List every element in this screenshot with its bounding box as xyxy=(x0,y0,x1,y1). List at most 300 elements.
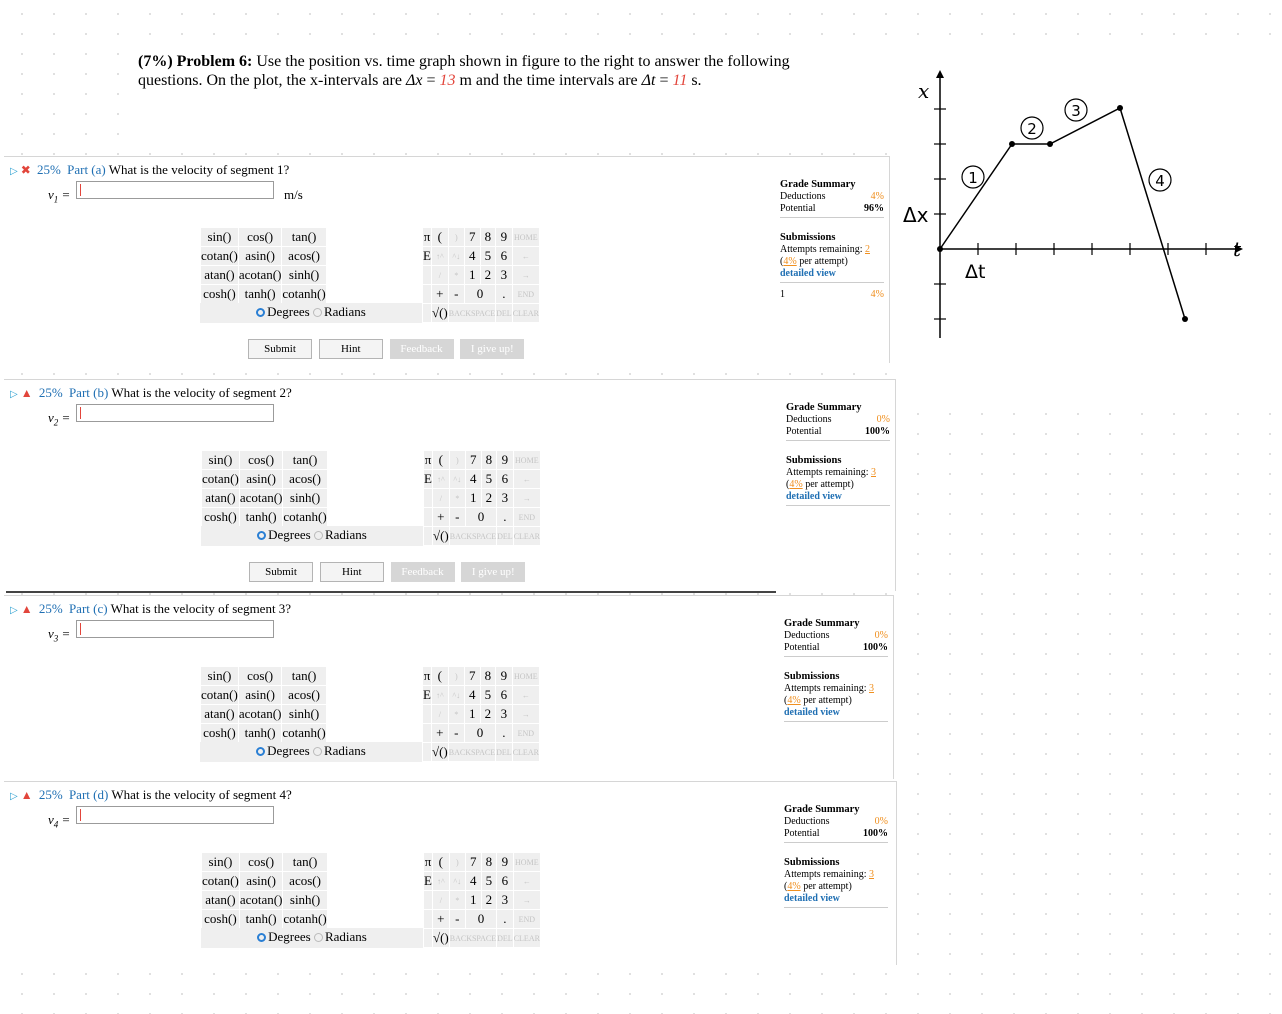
key-del[interactable]: DEL xyxy=(497,527,514,546)
position-time-figure xyxy=(890,46,1278,401)
key-right[interactable]: → xyxy=(513,891,540,910)
key-up[interactable]: ↑^ xyxy=(431,247,448,266)
key-clear[interactable]: CLEAR xyxy=(513,929,540,948)
key-3[interactable]: 3 xyxy=(497,891,514,910)
key-rparen[interactable]: ) xyxy=(448,228,464,247)
grade-summary-title: Grade Summary xyxy=(786,402,862,413)
key-backspace[interactable]: BACKSPACE xyxy=(448,304,495,323)
part-b-answer-input[interactable] xyxy=(76,404,274,422)
per-attempt-pct: 4% xyxy=(783,256,797,267)
key-multiply[interactable]: * xyxy=(448,266,464,285)
part-b-grade-summary: Grade Summary Deductions 0% Potential 100% Submissions Attempts remaining: 3 (4% per attempt) detailed view xyxy=(786,402,890,512)
hint-button[interactable]: Hint xyxy=(320,562,384,582)
key-sin[interactable]: sin() xyxy=(202,451,240,470)
key-divide[interactable]: / xyxy=(431,266,448,285)
submissions-title: Submissions xyxy=(786,455,842,466)
warning-icon: ▲ xyxy=(20,602,33,616)
key-8[interactable]: 8 xyxy=(481,853,497,872)
expand-triangle-icon[interactable]: ▷ xyxy=(10,389,18,400)
key-cotanh[interactable]: cotanh() xyxy=(283,910,327,929)
key-1[interactable]: 1 xyxy=(464,266,480,285)
key-clear[interactable]: CLEAR xyxy=(513,527,540,546)
key-end[interactable]: END xyxy=(512,285,539,304)
deductions-label: Deductions xyxy=(786,414,832,425)
key-del[interactable]: DEL xyxy=(497,929,514,948)
key-left[interactable]: ← xyxy=(512,247,539,266)
key-1[interactable]: 1 xyxy=(464,705,480,724)
x-axis-arrow xyxy=(936,70,944,78)
key-acos[interactable]: acos() xyxy=(282,686,326,705)
attempts-remaining: 3 xyxy=(871,467,876,478)
submit-button[interactable]: Submit xyxy=(249,562,313,582)
part-a-name: Part (a) xyxy=(67,162,106,177)
key-down[interactable]: ^↓ xyxy=(448,686,464,705)
expand-triangle-icon[interactable]: ▷ xyxy=(10,166,18,177)
key-rparen[interactable]: ) xyxy=(448,667,464,686)
key-divide[interactable]: / xyxy=(431,705,448,724)
detailed-view-link[interactable]: detailed view xyxy=(786,491,842,502)
key-cosh[interactable]: cosh() xyxy=(201,285,239,304)
key-acos[interactable]: acos() xyxy=(282,247,326,266)
part-d-question: What is the velocity of segment 4? xyxy=(111,787,292,802)
part-d-header xyxy=(10,787,292,803)
degrees-label: Degrees xyxy=(268,527,311,542)
part-c-question: What is the velocity of segment 3? xyxy=(110,601,292,616)
key-sqrt[interactable]: √() xyxy=(432,929,449,948)
part-d-answer-label: $v_4$ = xyxy=(48,812,71,830)
warning-icon: ▲ xyxy=(20,788,33,802)
per-attempt-text: per attempt) xyxy=(803,695,852,706)
key-cos[interactable]: cos() xyxy=(238,667,282,686)
potential-label: Potential xyxy=(780,203,816,214)
submissions-title: Submissions xyxy=(780,232,836,243)
give-up-button[interactable]: I give up! xyxy=(460,339,524,359)
angle-mode xyxy=(200,742,422,762)
key-backspace[interactable]: BACKSPACE xyxy=(448,743,495,762)
key-cotan[interactable]: cotan() xyxy=(201,247,239,266)
part-a-question: What is the velocity of segment 1? xyxy=(108,162,290,177)
hint-button[interactable]: Hint xyxy=(319,339,383,359)
potential-label: Potential xyxy=(784,642,820,653)
expand-triangle-icon[interactable]: ▷ xyxy=(10,791,18,802)
key-end[interactable]: END xyxy=(512,724,539,743)
degrees-radio[interactable] xyxy=(256,747,265,756)
number-keys xyxy=(422,227,540,323)
key-0[interactable]: 0 xyxy=(465,508,496,527)
position-curve xyxy=(940,108,1185,319)
key-8[interactable]: 8 xyxy=(480,667,496,686)
key-divide[interactable]: / xyxy=(432,489,449,508)
problem-number: (7%) Problem 6: xyxy=(138,53,253,70)
key-acotan[interactable]: acotan() xyxy=(239,891,283,910)
key-left[interactable]: ← xyxy=(512,686,539,705)
key-atan[interactable]: atan() xyxy=(202,489,240,508)
key-home[interactable]: HOME xyxy=(512,667,539,686)
segment-1-label: 1 xyxy=(968,169,978,187)
key-pi[interactable]: π xyxy=(424,451,433,470)
key-pi[interactable]: π xyxy=(423,667,432,686)
part-b-header xyxy=(10,385,292,401)
key-dot[interactable]: . xyxy=(497,508,514,527)
key-plus[interactable]: + xyxy=(432,910,449,929)
function-keys xyxy=(201,852,328,929)
grade-summary-title: Grade Summary xyxy=(784,804,860,815)
function-keys xyxy=(200,227,327,304)
key-sinh[interactable]: sinh() xyxy=(283,489,327,508)
key-3[interactable]: 3 xyxy=(496,705,513,724)
grade-summary-title: Grade Summary xyxy=(784,618,860,629)
attempts-label: Attempts remaining: xyxy=(780,244,863,255)
key-0[interactable]: 0 xyxy=(464,285,495,304)
feedback-button[interactable]: Feedback xyxy=(390,339,454,359)
key-plus[interactable]: + xyxy=(431,724,448,743)
key-8[interactable]: 8 xyxy=(480,228,496,247)
submissions-title: Submissions xyxy=(784,857,840,868)
key-9[interactable]: 9 xyxy=(497,451,514,470)
key-4[interactable]: 4 xyxy=(465,470,481,489)
key-9[interactable]: 9 xyxy=(496,667,513,686)
attempts-label: Attempts remaining: xyxy=(784,869,867,880)
key-left[interactable]: ← xyxy=(513,470,540,489)
key-7[interactable]: 7 xyxy=(465,853,481,872)
part-a xyxy=(4,156,890,363)
x-axis-label: x xyxy=(918,79,930,103)
radians-radio[interactable] xyxy=(314,933,323,942)
key-lparen[interactable]: ( xyxy=(431,228,448,247)
key-up[interactable]: ↑^ xyxy=(432,872,449,891)
equals-sign-2: = xyxy=(659,72,669,89)
key-tanh[interactable]: tanh() xyxy=(239,910,283,929)
key-1[interactable]: 1 xyxy=(465,489,481,508)
attempts-remaining: 3 xyxy=(869,683,874,694)
key-right[interactable]: → xyxy=(512,266,539,285)
key-cotanh[interactable]: cotanh() xyxy=(282,285,326,304)
section-divider xyxy=(6,591,776,593)
key-plus[interactable]: + xyxy=(431,285,448,304)
key-7[interactable]: 7 xyxy=(464,228,480,247)
key-sqrt[interactable]: √() xyxy=(431,743,448,762)
key-sin[interactable]: sin() xyxy=(202,853,240,872)
segment-3-label: 3 xyxy=(1071,102,1081,120)
attempts-remaining: 3 xyxy=(869,869,874,880)
key-2[interactable]: 2 xyxy=(480,705,496,724)
key-acotan[interactable]: acotan() xyxy=(239,489,283,508)
key-tan[interactable]: tan() xyxy=(282,228,326,247)
key-sinh[interactable]: sinh() xyxy=(283,891,327,910)
key-sinh[interactable]: sinh() xyxy=(282,705,326,724)
potential-value: 100% xyxy=(863,828,888,839)
dx-symbol: Δx xyxy=(405,72,423,89)
key-end[interactable]: END xyxy=(513,508,540,527)
key-backspace[interactable]: BACKSPACE xyxy=(449,527,496,546)
radians-label: Radians xyxy=(324,929,367,944)
angle-mode xyxy=(201,928,423,948)
key-2[interactable]: 2 xyxy=(480,266,496,285)
key-1[interactable]: 1 xyxy=(465,891,481,910)
deductions-value: 0% xyxy=(874,816,888,827)
key-del[interactable]: DEL xyxy=(496,304,513,323)
key-asin[interactable]: asin() xyxy=(238,247,282,266)
key-6[interactable]: 6 xyxy=(496,686,513,705)
key-cotanh[interactable]: cotanh() xyxy=(282,724,326,743)
part-b-weight: 25% xyxy=(38,385,63,400)
t-axis-label: t xyxy=(1233,237,1242,261)
dx-value: 13 xyxy=(439,72,456,89)
key-minus[interactable]: - xyxy=(449,910,465,929)
key-0[interactable]: 0 xyxy=(464,724,495,743)
key-0[interactable]: 0 xyxy=(465,910,496,929)
radians-label: Radians xyxy=(323,304,366,319)
key-del[interactable]: DEL xyxy=(496,743,513,762)
key-right[interactable]: → xyxy=(513,489,540,508)
key-7[interactable]: 7 xyxy=(465,451,481,470)
part-d-grade-summary: Grade Summary Deductions 0% Potential 100% Submissions Attempts remaining: 3 (4% per attempt) detailed view xyxy=(784,804,888,914)
expand-triangle-icon[interactable]: ▷ xyxy=(10,605,18,616)
degrees-label: Degrees xyxy=(268,929,311,944)
part-d-name: Part (d) xyxy=(68,787,109,802)
part-c-answer-input[interactable] xyxy=(76,620,274,638)
key-divide[interactable]: / xyxy=(432,891,449,910)
key-up[interactable]: ↑^ xyxy=(432,470,449,489)
number-keys xyxy=(422,666,540,762)
key-tanh[interactable]: tanh() xyxy=(238,724,282,743)
part-b xyxy=(4,379,896,591)
potential-value: 100% xyxy=(865,426,890,437)
key-backspace[interactable]: BACKSPACE xyxy=(449,929,496,948)
key-minus[interactable]: - xyxy=(448,724,464,743)
part-a-header xyxy=(10,162,289,178)
per-attempt-pct: 4% xyxy=(787,881,801,892)
key-dot[interactable]: . xyxy=(496,724,513,743)
key-6[interactable]: 6 xyxy=(497,872,514,891)
problem-text-s: s. xyxy=(691,72,702,89)
number-keys xyxy=(423,852,541,948)
part-b-answer-label: $v_2$ = xyxy=(48,410,71,428)
key-cos[interactable]: cos() xyxy=(238,228,282,247)
part-c-answer-label: $v_3$ = xyxy=(48,626,71,644)
key-rparen[interactable]: ) xyxy=(449,451,465,470)
key-down[interactable]: ^↓ xyxy=(449,470,465,489)
key-home[interactable]: HOME xyxy=(513,451,540,470)
key-e[interactable]: E xyxy=(424,872,433,891)
key-plus[interactable]: + xyxy=(432,508,449,527)
key-cosh[interactable]: cosh() xyxy=(201,724,239,743)
key-9[interactable]: 9 xyxy=(497,853,514,872)
key-4[interactable]: 4 xyxy=(465,872,481,891)
key-cosh[interactable]: cosh() xyxy=(202,508,240,527)
key-5[interactable]: 5 xyxy=(480,686,496,705)
key-right[interactable]: → xyxy=(512,705,539,724)
key-e[interactable]: E xyxy=(424,470,433,489)
key-cos[interactable]: cos() xyxy=(239,451,283,470)
part-b-name: Part (b) xyxy=(68,385,109,400)
deductions-value: 0% xyxy=(876,414,890,425)
key-clear[interactable]: CLEAR xyxy=(512,743,539,762)
key-cosh[interactable]: cosh() xyxy=(202,910,240,929)
key-cotan[interactable]: cotan() xyxy=(201,686,239,705)
problem-text-line2: questions. On the plot, the x-intervals are xyxy=(138,72,402,89)
angle-mode xyxy=(201,526,423,546)
key-minus[interactable]: - xyxy=(448,285,464,304)
radians-radio[interactable] xyxy=(313,308,322,317)
part-a-answer-input[interactable] xyxy=(76,181,274,199)
segment-4-label: 4 xyxy=(1155,172,1165,190)
key-4[interactable]: 4 xyxy=(464,247,480,266)
key-tan[interactable]: tan() xyxy=(283,451,327,470)
dt-symbol: Δt xyxy=(641,72,656,89)
key-cotan[interactable]: cotan() xyxy=(202,470,240,489)
dt-label: Δt xyxy=(965,261,986,283)
key-multiply[interactable]: * xyxy=(449,489,465,508)
key-asin[interactable]: asin() xyxy=(239,872,283,891)
number-keys xyxy=(423,450,541,546)
key-asin[interactable]: asin() xyxy=(239,470,283,489)
key-up[interactable]: ↑^ xyxy=(431,686,448,705)
key-multiply[interactable]: * xyxy=(448,705,464,724)
problem-text-line1: Use the position vs. time graph shown in figure to the right to answer the following xyxy=(256,53,790,70)
key-7[interactable]: 7 xyxy=(464,667,480,686)
deductions-label: Deductions xyxy=(784,816,830,827)
attempts-label: Attempts remaining: xyxy=(784,683,867,694)
key-down[interactable]: ^↓ xyxy=(448,247,464,266)
equals-sign: = xyxy=(426,72,436,89)
potential-label: Potential xyxy=(784,828,820,839)
key-acotan[interactable]: acotan() xyxy=(238,705,282,724)
key-3[interactable]: 3 xyxy=(496,266,513,285)
key-tan[interactable]: tan() xyxy=(282,667,326,686)
degrees-radio[interactable] xyxy=(257,933,266,942)
part-c xyxy=(4,595,894,779)
key-asin[interactable]: asin() xyxy=(238,686,282,705)
key-sqrt[interactable]: √() xyxy=(431,304,448,323)
part-a-weight: 25% xyxy=(37,162,61,177)
key-2[interactable]: 2 xyxy=(481,489,497,508)
key-e[interactable]: E xyxy=(423,686,432,705)
key-sqrt[interactable]: √() xyxy=(432,527,449,546)
key-home[interactable]: HOME xyxy=(513,853,540,872)
part-a-grade-summary: Grade Summary Deductions 4% Potential 96% Submissions Attempts remaining: 2 (4% per attempt) detailed view 1 4% xyxy=(780,179,884,300)
potential-label: Potential xyxy=(786,426,822,437)
key-multiply[interactable]: * xyxy=(449,891,465,910)
problem-statement xyxy=(130,46,890,142)
key-atan[interactable]: atan() xyxy=(202,891,240,910)
key-5[interactable]: 5 xyxy=(481,470,497,489)
per-attempt-text: per attempt) xyxy=(803,881,852,892)
key-dot[interactable]: . xyxy=(497,910,514,929)
degrees-radio[interactable] xyxy=(257,531,266,540)
radians-label: Radians xyxy=(323,743,366,758)
key-2[interactable]: 2 xyxy=(481,891,497,910)
key-left[interactable]: ← xyxy=(513,872,540,891)
key-tanh[interactable]: tanh() xyxy=(238,285,282,304)
key-8[interactable]: 8 xyxy=(481,451,497,470)
radians-radio[interactable] xyxy=(313,747,322,756)
detailed-view-link[interactable]: detailed view xyxy=(784,707,840,718)
key-acotan[interactable]: acotan() xyxy=(238,266,282,285)
attempts-label: Attempts remaining: xyxy=(786,467,869,478)
position-time-graph xyxy=(890,46,1278,401)
key-minus[interactable]: - xyxy=(449,508,465,527)
warning-icon: ▲ xyxy=(20,386,33,400)
radians-radio[interactable] xyxy=(314,531,323,540)
key-acos[interactable]: acos() xyxy=(283,872,327,891)
key-pi[interactable]: π xyxy=(424,853,433,872)
key-e[interactable]: E xyxy=(423,247,432,266)
key-dot[interactable]: . xyxy=(496,285,513,304)
detailed-view-link[interactable]: detailed view xyxy=(780,268,836,279)
key-cotan[interactable]: cotan() xyxy=(202,872,240,891)
per-attempt-text: per attempt) xyxy=(805,479,854,490)
detailed-view-link[interactable]: detailed view xyxy=(784,893,840,904)
angle-mode xyxy=(200,303,422,323)
key-home[interactable]: HOME xyxy=(512,228,539,247)
key-cotanh[interactable]: cotanh() xyxy=(283,508,327,527)
potential-value: 96% xyxy=(864,203,884,214)
key-sinh[interactable]: sinh() xyxy=(282,266,326,285)
function-keys xyxy=(201,450,328,527)
incorrect-x-icon: ✖ xyxy=(20,163,31,177)
part-a-unit: m/s xyxy=(284,187,303,202)
key-6[interactable]: 6 xyxy=(496,247,513,266)
part-a-buttons xyxy=(248,339,528,359)
key-clear[interactable]: CLEAR xyxy=(512,304,539,323)
submissions-title: Submissions xyxy=(784,671,840,682)
part-d-answer-input[interactable] xyxy=(76,806,274,824)
part-a-answer-label: $v_1$ = xyxy=(48,187,71,205)
submit-button[interactable]: Submit xyxy=(248,339,312,359)
radians-label: Radians xyxy=(324,527,367,542)
degrees-radio[interactable] xyxy=(256,308,265,317)
key-5[interactable]: 5 xyxy=(480,247,496,266)
key-lparen[interactable]: ( xyxy=(432,451,449,470)
part-c-name: Part (c) xyxy=(68,601,108,616)
submission-deduction: 4% xyxy=(870,289,884,300)
attempts-remaining: 2 xyxy=(865,244,870,255)
key-tan[interactable]: tan() xyxy=(283,853,327,872)
give-up-button[interactable]: I give up! xyxy=(461,562,525,582)
key-9[interactable]: 9 xyxy=(496,228,513,247)
deductions-label: Deductions xyxy=(784,630,830,641)
key-lparen[interactable]: ( xyxy=(431,667,448,686)
dt-value: 11 xyxy=(672,72,688,89)
key-4[interactable]: 4 xyxy=(464,686,480,705)
key-atan[interactable]: atan() xyxy=(201,705,239,724)
degrees-label: Degrees xyxy=(267,304,310,319)
key-6[interactable]: 6 xyxy=(497,470,514,489)
part-b-question: What is the velocity of segment 2? xyxy=(111,385,292,400)
key-sin[interactable]: sin() xyxy=(201,667,239,686)
key-down[interactable]: ^↓ xyxy=(449,872,465,891)
function-keys xyxy=(200,666,327,743)
key-rparen[interactable]: ) xyxy=(449,853,465,872)
key-cos[interactable]: cos() xyxy=(239,853,283,872)
key-sin[interactable]: sin() xyxy=(201,228,239,247)
key-pi[interactable]: π xyxy=(423,228,432,247)
part-c-weight: 25% xyxy=(38,601,63,616)
degrees-label: Degrees xyxy=(267,743,310,758)
feedback-button[interactable]: Feedback xyxy=(391,562,455,582)
key-tanh[interactable]: tanh() xyxy=(239,508,283,527)
key-end[interactable]: END xyxy=(513,910,540,929)
dx-label: Δx xyxy=(903,203,929,227)
key-5[interactable]: 5 xyxy=(481,872,497,891)
key-lparen[interactable]: ( xyxy=(432,853,449,872)
key-3[interactable]: 3 xyxy=(497,489,514,508)
grade-summary-title: Grade Summary xyxy=(780,179,856,190)
key-atan[interactable]: atan() xyxy=(201,266,239,285)
part-d-weight: 25% xyxy=(38,787,63,802)
key-acos[interactable]: acos() xyxy=(283,470,327,489)
